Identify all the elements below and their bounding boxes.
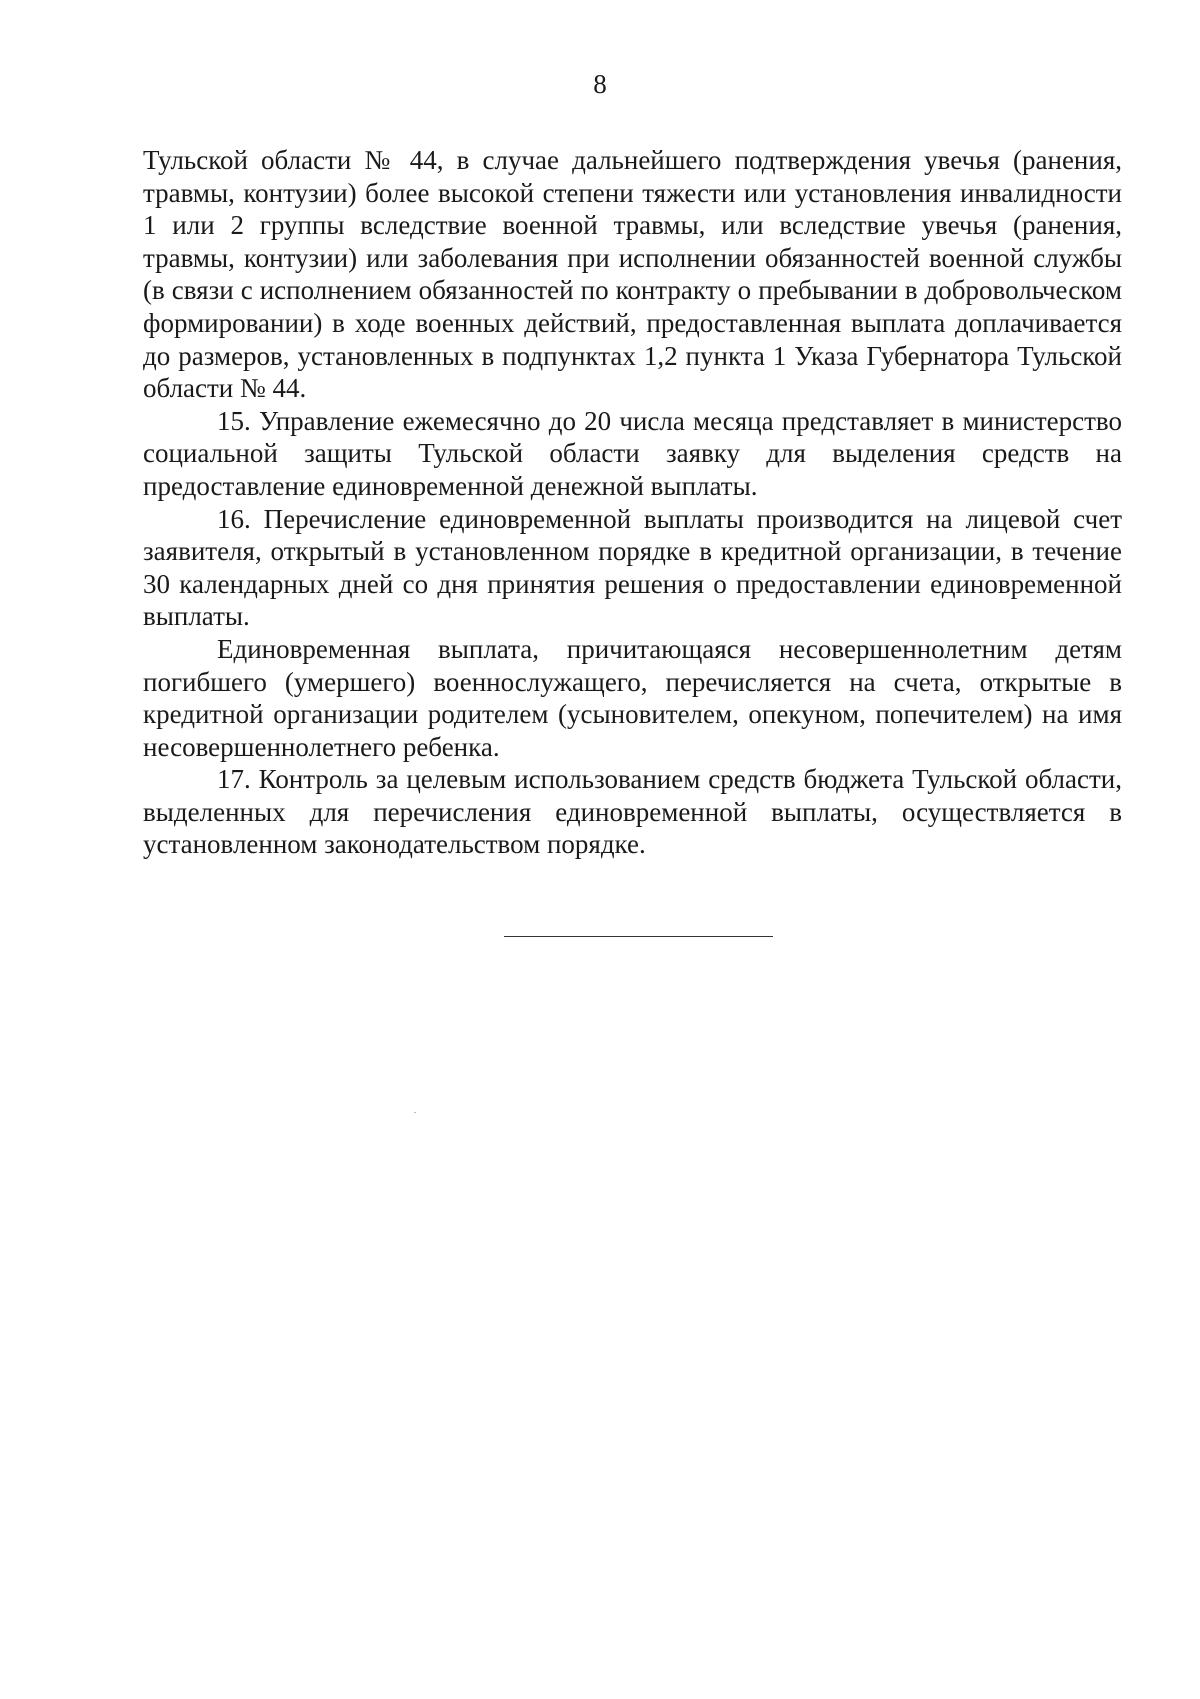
paragraph-item-17: 17. Контроль за целевым использованием средств бюджета Тульской области, выделенных для перечисления единовременной выплаты, осуществляется в установленном законодательством порядке. — [143, 764, 1122, 860]
paragraph-continuation: Тульской области № 44, в случае дальнейшего подтверждения увечья (ранения, травмы, контузии) более высокой степени тяжести или установления инвалидности 1 или 2 группы вследствие военной травмы, или вследствие увечья (ранения, травмы, контузии) или заболевания при исполнении обязанностей военной службы (в связи с исполнением обязанностей по контракту о пребывании в добровольческом формировании) в ходе военных действий, предоставленная выплата доплачивается до размеров, установленных в подпунктах 1,2 пункта 1 Указа Губернатора Тульской области № 44. — [143, 145, 1122, 404]
paragraph-item-16: 16. Перечисление единовременной выплаты производится на лицевой счет заявителя, открытый в установленном порядке в кредитной организации, в течение 30 календарных дней со дня принятия решения о предоставлении единовременной выплаты. — [143, 503, 1122, 632]
document-body — [143, 144, 1122, 861]
paragraph-item-15: 15. Управление ежемесячно до 20 числа месяца представляет в министерство социальной защиты Тульской области заявку для выделения средств на предоставление единовременной денежной выплаты. — [143, 405, 1122, 501]
end-of-document-rule — [504, 936, 773, 937]
page-number: 8 — [593, 69, 607, 99]
paragraph-item-16-continuation: Единовременная выплата, причитающаяся несовершеннолетним детям погибшего (умершего) военнослужащего, перечисляется на счета, открытые в кредитной организации родителем (усыновителем, опекуном, попечителем) на имя несовершеннолетнего ребенка. — [143, 633, 1122, 762]
scan-speck — [414, 1112, 416, 1113]
